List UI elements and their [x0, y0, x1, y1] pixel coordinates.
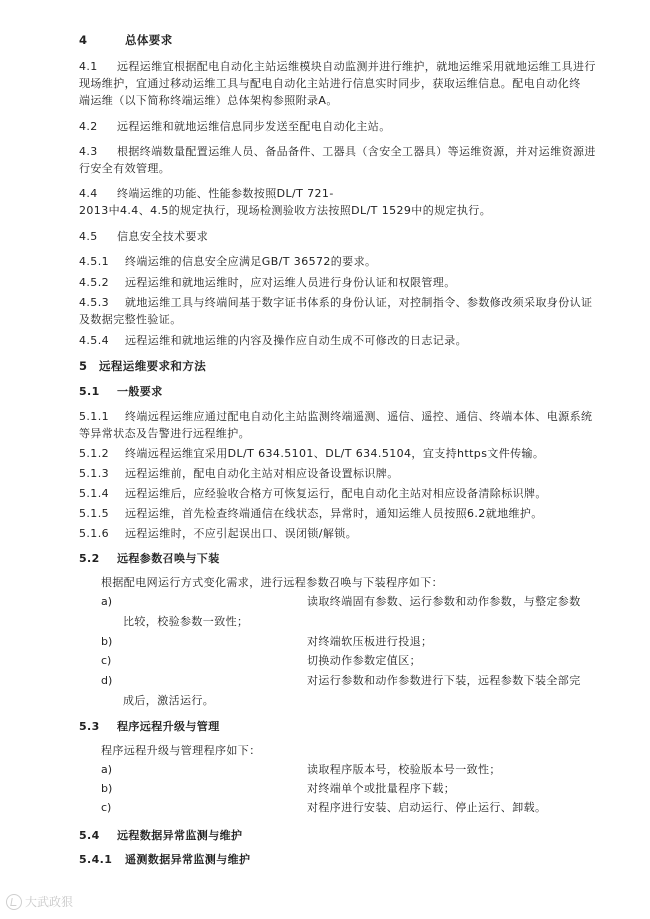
clause-5-3-intro: 程序远程升级与管理程序如下： [101, 744, 261, 757]
list-item-label: a) [101, 763, 113, 776]
clause-4-5-3-line2: 及数据完整性验证。 [79, 313, 182, 326]
list-item-label: d) [101, 674, 113, 687]
clause-4-3-line2: 行安全有效管理。 [79, 162, 171, 175]
watermark [6, 893, 73, 910]
list-item-text: 对终端软压板进行投退； [307, 635, 433, 648]
clause-5-3: 5.3 程序远程升级与管理 [79, 720, 220, 733]
clause-5-1-5: 5.1.5 远程运维，首先检查终端通信在线状态，异常时，通知运维人员按照6.2就地维护。 [79, 507, 543, 520]
clause-4-5-3: 4.5.3 就地运维工具与终端间基于数字证书体系的身份认证，对控制指令、参数修改须采取身份认证 [79, 296, 593, 309]
clause-5-1-1: 5.1.1 终端远程运维应通过配电自动化主站监测终端遥测、遥信、遥控、通信、终端本体、电源系统 [79, 410, 593, 423]
list-item-text: 读取终端固有参数、运行参数和动作参数，与整定参数 [307, 595, 581, 608]
clause-5-1: 5.1 一般要求 [79, 385, 163, 398]
list-item-text: 对终端单个或批量程序下载； [307, 782, 456, 795]
watermark-text: 大武政狠 [25, 895, 74, 909]
clause-4-4: 4.4 终端运维的功能、性能参数按照DL/T 721- [79, 187, 334, 200]
clause-5-2-intro: 根据配电网运行方式变化需求，进行远程参数召唤与下装程序如下： [101, 576, 443, 589]
clause-5-1-3: 5.1.3 远程运维前，配电自动化主站对相应设备设置标识牌。 [79, 467, 399, 480]
list-item-text: 读取程序版本号，校验版本号一致性； [307, 763, 501, 776]
clause-5-1-2: 5.1.2 终端远程运维宜采用DL/T 634.5101、DL/T 634.5104，宜支持https文件传输。 [79, 447, 545, 460]
section-4-heading: 4 总体要求 [79, 33, 173, 47]
clause-5-1-4: 5.1.4 远程运维后，应经验收合格方可恢复运行，配电自动化主站对相应设备清除标识牌。 [79, 487, 547, 500]
list-item-text: 对程序进行安装、启动运行、停止运行、卸载。 [307, 801, 547, 814]
watermark-logo-icon [6, 894, 22, 910]
list-item-label: b) [101, 782, 113, 795]
clause-4-3: 4.3 根据终端数量配置运维人员、备品备件、工器具（含安全工器具）等运维资源，并对运维资源进 [79, 145, 596, 158]
clause-5-4: 5.4 远程数据异常监测与维护 [79, 829, 243, 842]
clause-4-1-line3: 端运维（以下简称终端运维）总体架构参照附录A。 [79, 94, 338, 107]
clause-5-1-6: 5.1.6 远程运维时，不应引起误出口、误闭锁/解锁。 [79, 527, 358, 540]
list-item-text: 对运行参数和动作参数进行下装，远程参数下装全部完 [307, 674, 581, 687]
list-item-text-cont: 比较，校验参数一致性； [123, 615, 249, 628]
clause-5-2: 5.2 远程参数召唤与下装 [79, 552, 220, 565]
list-item-label: a) [101, 595, 113, 608]
clause-5-1-1-line2: 等异常状态及告警进行远程维护。 [79, 427, 250, 440]
clause-4-2: 4.2 远程运维和就地运维信息同步发送至配电自动化主站。 [79, 120, 391, 133]
list-item-label: b) [101, 635, 113, 648]
clause-4-5-1: 4.5.1 终端运维的信息安全应满足GB/T 36572的要求。 [79, 255, 377, 268]
clause-4-5-2: 4.5.2 远程运维和就地运维时，应对运维人员进行身份认证和权限管理。 [79, 276, 456, 289]
clause-4-4-line2: 2013中4.4、4.5的规定执行，现场检测验收方法按照DL/T 1529中的规定执行。 [79, 204, 492, 217]
list-item-label: c) [101, 654, 112, 667]
list-item-label: c) [101, 801, 112, 814]
clause-4-1: 4.1 远程运维宜根据配电自动化主站运维模块自动监测并进行维护，就地运维采用就地运维工具进行 [79, 60, 596, 73]
clause-4-1-line2: 现场维护，宜通过移动运维工具与配电自动化主站进行信息实时同步，获取运维信息。配电自动化终 [79, 77, 581, 90]
clause-4-5-4: 4.5.4 远程运维和就地运维的内容及操作应自动生成不可修改的日志记录。 [79, 334, 467, 347]
section-5-heading: 5 远程运维要求和方法 [79, 359, 207, 373]
clause-5-4-1: 5.4.1 遥测数据异常监测与维护 [79, 853, 251, 866]
list-item-text: 切换动作参数定值区； [307, 654, 421, 667]
clause-4-5: 4.5 信息安全技术要求 [79, 230, 209, 243]
list-item-text-cont: 成后，激活运行。 [123, 694, 215, 707]
